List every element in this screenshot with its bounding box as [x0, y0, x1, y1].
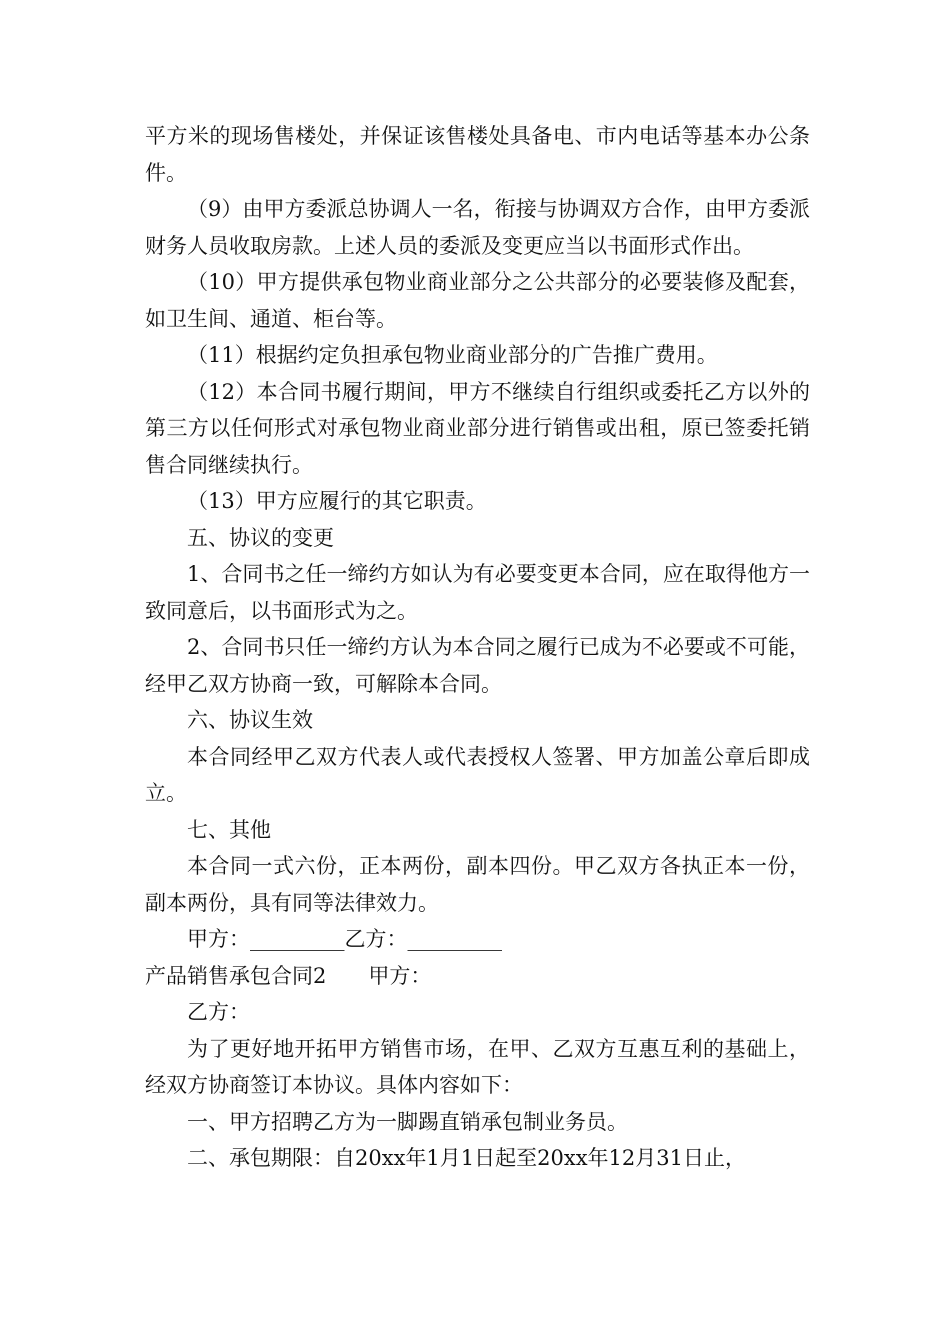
document-page — [145, 118, 810, 1177]
paragraph: （9）由甲方委派总协调人一名，衔接与协调双方合作，由甲方委派财务人员收取房款。上述人员的委派及变更应当以书面形式作出。 — [145, 197, 810, 258]
paragraph: （11）根据约定负担承包物业商业部分的广告推广费用。 — [187, 343, 718, 367]
signature-line: 甲方：_________乙方：_________ — [187, 927, 502, 951]
paragraph: 本合同一式六份，正本两份，副本四份。甲乙双方各执正本一份，副本两份，具有同等法律效力。 — [145, 854, 810, 915]
paragraph: 1、合同书之任一缔约方如认为有必要变更本合同，应在取得他方一致同意后，以书面形式为之。 — [145, 562, 810, 623]
paragraph: （13）甲方应履行的其它职责。 — [187, 489, 487, 513]
paragraph: 平方米的现场售楼处，并保证该售楼处具备电、市内电话等基本办公条件。 — [145, 124, 810, 185]
section-heading: 七、其他 — [187, 817, 271, 842]
contract-title: 产品销售承包合同2 甲方： — [145, 963, 432, 988]
paragraph: 本合同经甲乙双方代表人或代表授权人签署、甲方加盖公章后即成立。 — [145, 744, 810, 805]
paragraph: 二、承包期限：自20xx年1月1日起至20xx年12月31日止， — [187, 1146, 746, 1170]
paragraph: （10）甲方提供承包物业商业部分之公共部分的必要装修及配套，如卫生间、通道、柜台等。 — [145, 270, 810, 331]
section-heading: 六、协议生效 — [187, 708, 313, 732]
paragraph: 2、合同书只任一缔约方认为本合同之履行已成为不必要或不可能，经甲乙双方协商一致，可解除本合同。 — [145, 635, 810, 696]
party-label: 乙方： — [187, 1000, 250, 1024]
paragraph: （12）本合同书履行期间，甲方不继续自行组织或委托乙方以外的第三方以任何形式对承包物业商业部分进行销售或出租，原已签委托销售合同继续执行。 — [145, 379, 810, 477]
paragraph: 为了更好地开拓甲方销售市场，在甲、乙双方互惠互利的基础上，经双方协商签订本协议。具体内容如下： — [145, 1036, 810, 1097]
paragraph: 一、甲方招聘乙方为一脚踢直销承包制业务员。 — [187, 1109, 628, 1134]
section-heading: 五、协议的变更 — [187, 525, 334, 550]
